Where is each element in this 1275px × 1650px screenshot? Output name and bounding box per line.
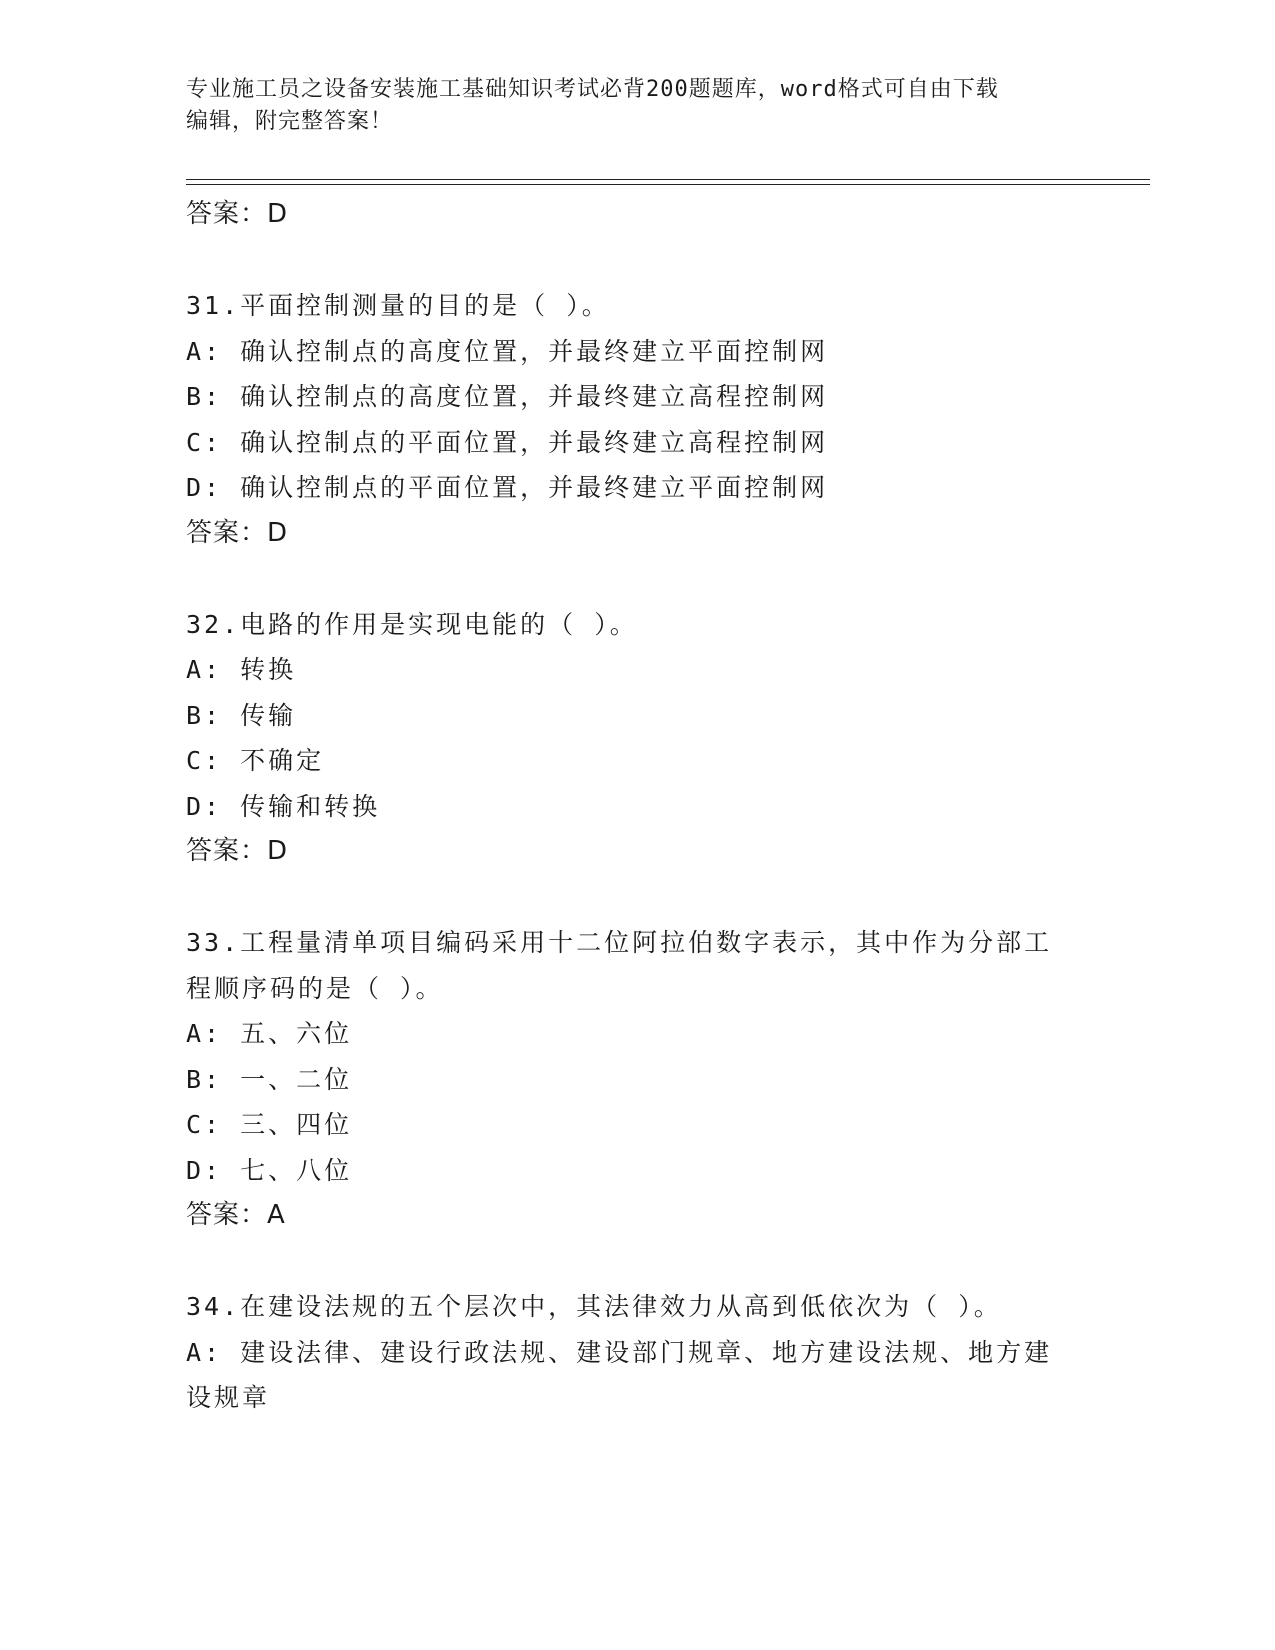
spacer <box>186 1239 1086 1285</box>
option-d: D: 确认控制点的平面位置，并最终建立平面控制网 <box>186 473 829 502</box>
question-answer: 答案：A <box>186 1200 286 1230</box>
question-34 <box>186 1284 1086 1421</box>
question-stem: 32.电路的作用是实现电能的（ ）。 <box>186 609 638 639</box>
option-d: D: 传输和转换 <box>186 791 381 821</box>
question-stem-line-1: 33.工程量清单项目编码采用十二位阿拉伯数字表示，其中作为分部工 <box>186 928 1053 957</box>
option-a-line-1: A: 建设法律、建设行政法规、建设部门规章、地方建设法规、地方建 <box>186 1337 1053 1367</box>
option-b: B: 一、二位 <box>186 1064 353 1094</box>
option-c: C: 不确定 <box>186 746 325 775</box>
question-stem-line-2: 程顺序码的是（ ）。 <box>186 973 444 1003</box>
document-header <box>186 74 1066 138</box>
question-33 <box>186 920 1086 1239</box>
option-d: D: 七、八位 <box>186 1155 353 1185</box>
spacer <box>186 556 1086 602</box>
option-b: B: 传输 <box>186 700 297 730</box>
header-rule-top <box>186 179 1150 180</box>
option-b: B: 确认控制点的高度位置，并最终建立高程控制网 <box>186 382 829 411</box>
question-stem: 34.在建设法规的五个层次中，其法律效力从高到低依次为（ ）。 <box>186 1292 1002 1321</box>
option-c: C: 三、四位 <box>186 1110 353 1139</box>
option-a: A: 确认控制点的高度位置，并最终建立平面控制网 <box>186 336 829 366</box>
option-a-line-2: 设规章 <box>186 1383 271 1412</box>
question-answer: 答案：D <box>186 836 289 866</box>
option-a: A: 转换 <box>186 655 297 684</box>
previous-answer: 答案：D <box>186 199 289 229</box>
header-rule-bottom <box>186 184 1150 185</box>
question-answer: 答案：D <box>186 517 289 548</box>
header-title-line-1: 专业施工员之设备安装施工基础知识考试必背200题题库，word格式可自由下载 <box>186 77 999 102</box>
question-list <box>186 192 1086 1421</box>
option-c: C: 确认控制点的平面位置，并最终建立高程控制网 <box>186 427 829 457</box>
option-a: A: 五、六位 <box>186 1019 353 1048</box>
spacer <box>186 875 1086 921</box>
spacer <box>186 238 1086 284</box>
question-stem: 31.平面控制测量的目的是（ ）。 <box>186 291 610 320</box>
header-title-line-2: 编辑，附完整答案！ <box>186 109 394 134</box>
question-32 <box>186 602 1086 875</box>
question-31 <box>186 283 1086 556</box>
